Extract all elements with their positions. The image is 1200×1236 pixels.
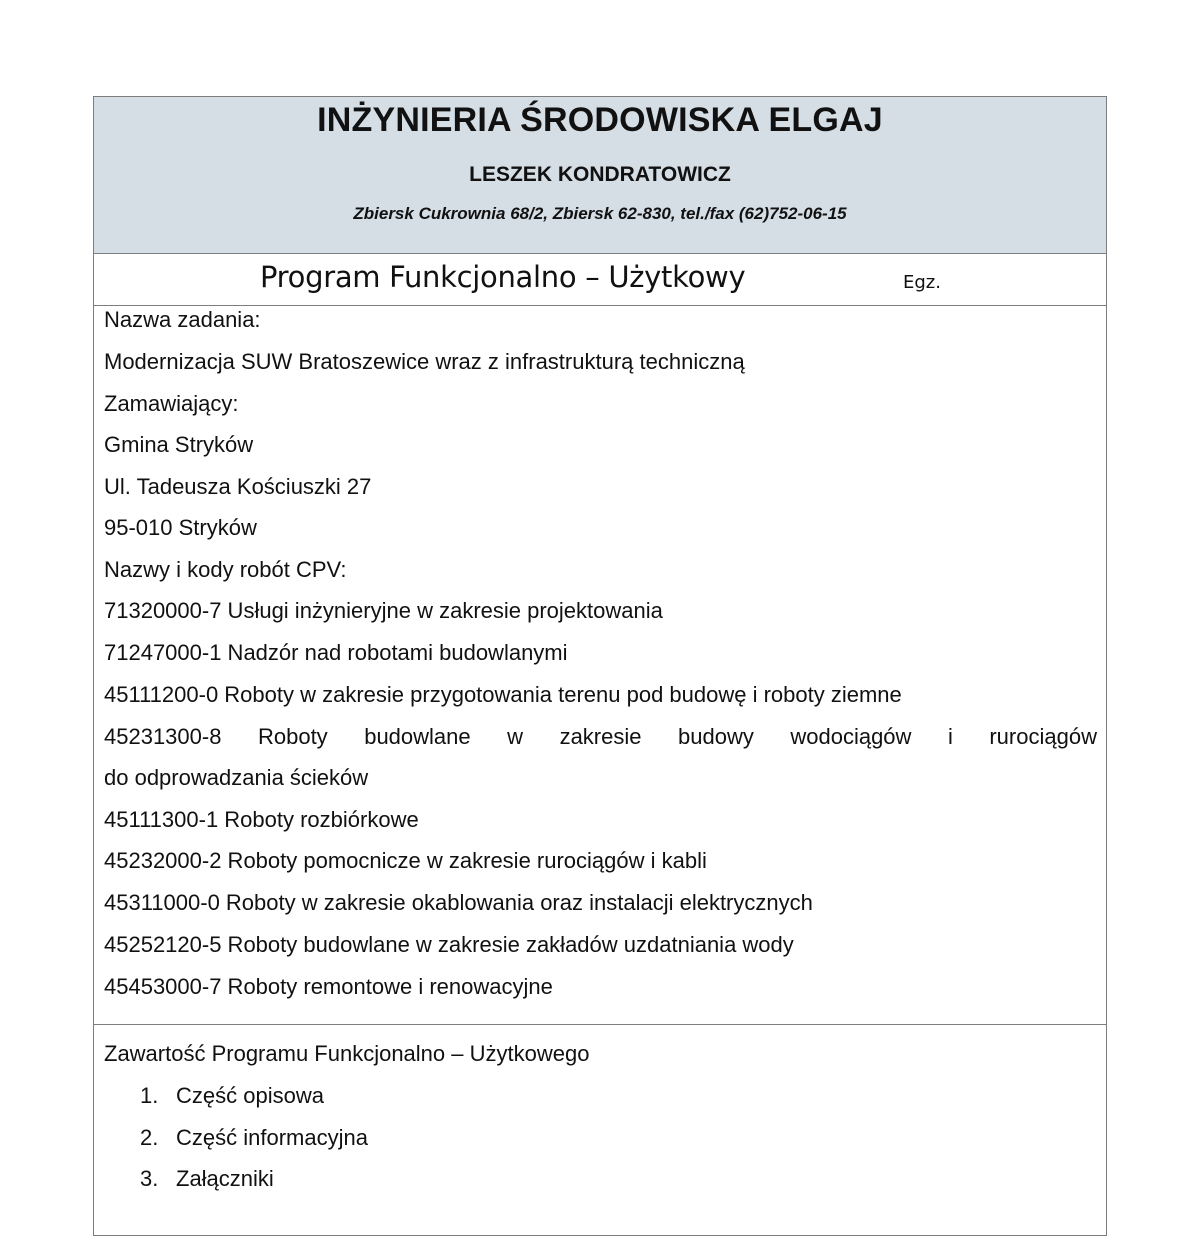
cpv-word: w — [507, 724, 524, 749]
cpv-word: wodociągów — [790, 724, 912, 749]
cpv-word: budowlane — [364, 724, 471, 749]
contents-item: Część opisowa — [176, 1083, 324, 1108]
client-street: Ul. Tadeusza Kościuszki 27 — [104, 474, 372, 499]
contents-item: Część informacyjna — [176, 1125, 368, 1150]
cpv-item-justified — [104, 724, 1097, 750]
client-city: 95-010 Stryków — [104, 515, 257, 540]
owner-name: LESZEK KONDRATOWICZ — [469, 163, 731, 186]
cpv-label: Nazwy i kody robót CPV: — [104, 557, 347, 582]
cpv-word: budowy — [678, 724, 754, 749]
cpv-word: 45231300-8 — [104, 724, 222, 749]
company-address: Zbiersk Cukrownia 68/2, Zbiersk 62-830, tel./fax (62)752-06-15 — [353, 204, 847, 223]
cpv-item: 45252120-5 Roboty budowlane w zakresie zakładów uzdatniania wody — [104, 932, 794, 957]
cpv-item: 45111300-1 Roboty rozbiórkowe — [104, 807, 419, 832]
task-name: Modernizacja SUW Bratoszewice wraz z infrastrukturą techniczną — [104, 349, 745, 374]
cpv-item-continuation: do odprowadzania ścieków — [104, 765, 369, 790]
task-info-block — [94, 306, 1106, 1025]
cpv-item: 45311000-0 Roboty w zakresie okablowania oraz instalacji elektrycznych — [104, 890, 813, 915]
copy-label: Egz. — [903, 272, 941, 293]
company-name: INŻYNIERIA ŚRODOWISKA ELGAJ — [317, 101, 883, 139]
client-label: Zamawiający: — [104, 391, 239, 416]
list-number: 1. — [140, 1083, 159, 1108]
cpv-word: Roboty — [257, 724, 328, 749]
cpv-item: 71320000-7 Usługi inżynieryjne w zakresie projektowania — [104, 598, 663, 623]
contents-title: Zawartość Programu Funkcjonalno – Użytkowego — [104, 1041, 590, 1066]
cpv-item: 71247000-1 Nadzór nad robotami budowlanymi — [104, 640, 568, 665]
list-number: 3. — [140, 1166, 159, 1191]
cpv-item: 45111200-0 Roboty w zakresie przygotowania terenu pod budowę i roboty ziemne — [104, 682, 902, 707]
program-title: Program Funkcjonalno – Użytkowy — [260, 260, 746, 294]
client-name: Gmina Stryków — [104, 432, 254, 457]
task-label: Nazwa zadania: — [104, 307, 261, 332]
contents-item: Załączniki — [176, 1166, 274, 1191]
cpv-word: zakresie — [559, 724, 642, 749]
cpv-item: 45453000-7 Roboty remontowe i renowacyjne — [104, 974, 553, 999]
document-frame — [93, 96, 1107, 1236]
company-header — [94, 97, 1106, 254]
cpv-item: 45232000-2 Roboty pomocnicze w zakresie rurociągów i kabli — [104, 848, 707, 873]
list-number: 2. — [140, 1125, 159, 1150]
cpv-word: i — [947, 724, 953, 749]
cpv-word: rurociągów — [989, 724, 1097, 749]
program-title-row — [94, 254, 1106, 306]
